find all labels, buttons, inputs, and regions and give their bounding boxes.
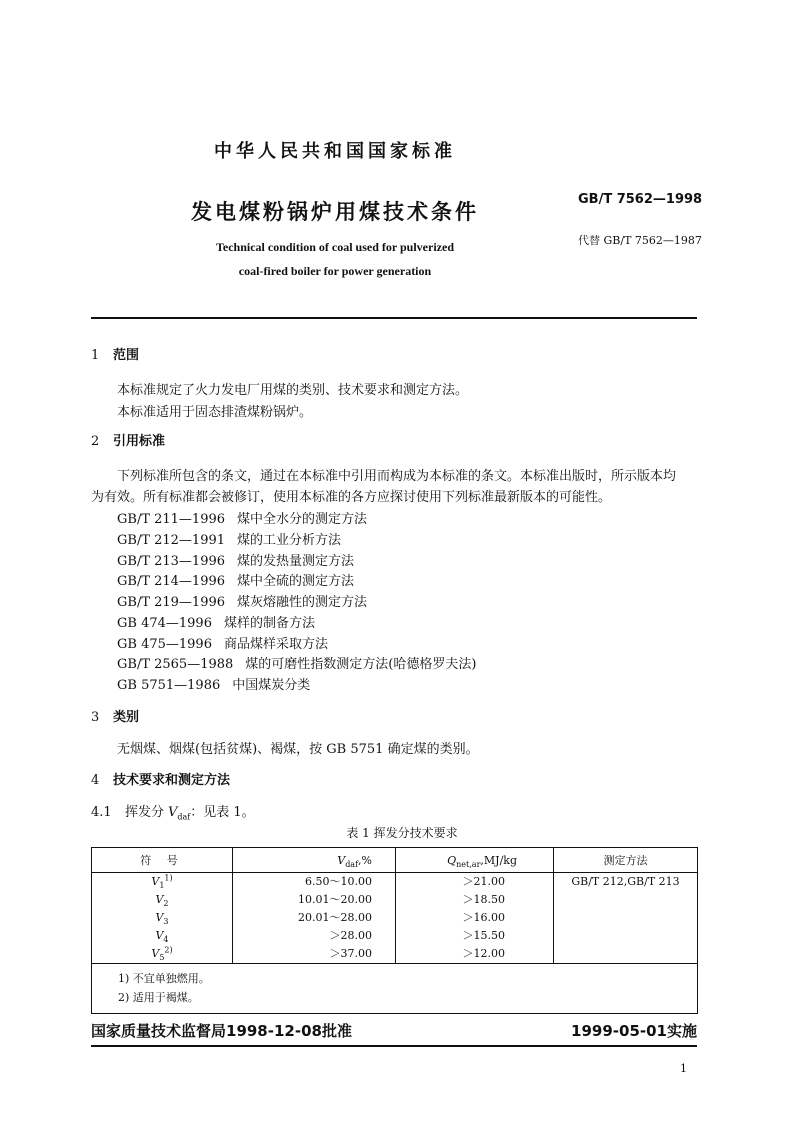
table-header-row — [92, 848, 698, 873]
symbol-variable: V — [151, 875, 160, 888]
reference-title: 煤的发热量测定方法 — [237, 553, 355, 569]
national-standard-heading: 中华人民共和国国家标准 — [214, 141, 456, 162]
reference-item — [117, 614, 476, 635]
cell-symbol — [92, 891, 233, 909]
header-qnet-variable: Q — [447, 853, 457, 867]
reference-code: GB/T 213—1996 — [117, 553, 226, 569]
section-2-intro-line-2: 为有效。所有标准都会被修订，使用本标准的各方应探讨使用下列标准最新版本的可能性。 — [91, 490, 612, 505]
cell-vdaf: 10.01～20.00 — [233, 891, 396, 909]
reference-code: GB/T 219—1996 — [117, 595, 226, 610]
section-4-heading — [91, 773, 230, 789]
table-1-caption: 表 1 挥发分技术要求 — [346, 826, 458, 840]
section-2-intro-line-1: 下列标准所包含的条文，通过在本标准中引用而构成为本标准的条文。本标准出版时，所示版本均 — [117, 469, 677, 484]
page-number: 1 — [680, 1062, 687, 1075]
section-2-number: 2 — [91, 434, 100, 449]
header-qnet — [396, 848, 554, 873]
clause-4-1-text: ：见表 1。 — [190, 805, 255, 820]
symbol-subscript: 5 — [159, 953, 165, 963]
cell-qnet: ＞15.50 — [396, 927, 554, 945]
cell-qnet: ＞16.00 — [396, 909, 554, 927]
cell-qnet: ＞12.00 — [396, 945, 554, 964]
header-symbol: 符 号 — [92, 848, 233, 873]
header-vdaf-subscript: daf — [345, 859, 359, 869]
table-footnote-2: 2) 适用于褐煤。 — [118, 991, 199, 1004]
section-1-paragraph-2: 本标准适用于固态排渣煤粉锅炉。 — [117, 405, 313, 420]
table-footnotes-row — [92, 964, 698, 1014]
section-1-number: 1 — [91, 348, 100, 363]
section-1-heading — [91, 348, 139, 364]
table-1 — [91, 847, 698, 1014]
clause-4-1-number: 4.1 — [91, 805, 112, 820]
reference-item — [117, 635, 476, 656]
reference-code: GB 475—1996 — [117, 636, 212, 652]
implementation-date: 1999-05-01实施 — [571, 1022, 697, 1040]
standard-title-cn: 发电煤粉锅炉用煤技术条件 — [191, 200, 479, 224]
symbol-variable: V — [155, 929, 164, 942]
footnote-marker: 1) — [164, 873, 173, 883]
section-3-title: 类别 — [113, 710, 140, 725]
symbol-variable: V — [151, 947, 160, 960]
cell-symbol — [92, 873, 233, 892]
cell-method: GB/T 212,GB/T 213 — [554, 873, 698, 964]
reference-title: 煤样的制备方法 — [223, 615, 315, 631]
section-3-paragraph: 无烟煤、烟煤(包括贫煤)、褐煤，按 GB 5751 确定煤的类别。 — [117, 742, 479, 757]
header-vdaf — [233, 848, 396, 873]
reference-code: GB/T 214—1996 — [117, 574, 226, 590]
standard-title-en-line-1: Technical condition of coal used for pulverized — [215, 240, 454, 254]
section-2-heading — [91, 434, 165, 450]
section-1-title: 范围 — [113, 348, 140, 363]
clause-4-1 — [91, 805, 255, 821]
symbol-subscript: 3 — [163, 917, 169, 927]
reference-item — [117, 552, 476, 573]
reference-code: GB/T 212—1991 — [117, 532, 226, 548]
approval-statement: 国家质量技术监督局1998-12-08批准 — [91, 1022, 352, 1040]
section-2-title: 引用标准 — [113, 434, 166, 449]
cell-qnet: ＞18.50 — [396, 891, 554, 909]
section-1-paragraph-1: 本标准规定了火力发电厂用煤的类别、技术要求和测定方法。 — [117, 383, 469, 398]
reference-title: 煤的可磨性指数测定方法(哈德格罗夫法) — [245, 657, 477, 673]
symbol-variable: V — [155, 911, 164, 924]
header-method: 测定方法 — [554, 848, 698, 873]
cell-symbol — [92, 927, 233, 945]
table-footnotes — [92, 964, 698, 1014]
cell-vdaf: ＞28.00 — [233, 927, 396, 945]
symbol-subscript: 1 — [159, 881, 165, 891]
symbol-variable: V — [155, 893, 164, 906]
cell-vdaf: 6.50～10.00 — [233, 873, 396, 892]
standard-code: GB/T 7562—1998 — [578, 192, 703, 207]
reference-item — [117, 510, 476, 531]
reference-title: 中国煤炭分类 — [232, 678, 311, 693]
clause-4-1-subscript: daf — [177, 812, 191, 822]
header-qnet-subscript: net,ar — [456, 859, 481, 869]
cell-symbol — [92, 909, 233, 927]
cell-vdaf: 20.01～28.00 — [233, 909, 396, 927]
header-divider — [91, 317, 697, 319]
reference-code: GB/T 211—1996 — [117, 512, 226, 527]
section-3-heading — [91, 710, 139, 726]
symbol-subscript: 2 — [163, 899, 169, 909]
replaces-note: 代替 GB/T 7562—1987 — [578, 234, 702, 247]
header-vdaf-unit: ,% — [358, 853, 372, 867]
cell-qnet: ＞21.00 — [396, 873, 554, 892]
table-footnote-1: 1) 不宜单独燃用。 — [118, 972, 210, 985]
header-qnet-unit: ,MJ/kg — [480, 853, 517, 867]
reference-item — [117, 531, 476, 552]
table-row — [92, 873, 698, 892]
cell-vdaf: ＞37.00 — [233, 945, 396, 964]
reference-title: 煤灰熔融性的测定方法 — [237, 595, 368, 610]
header-vdaf-variable: V — [337, 853, 346, 867]
reference-code: GB 5751—1986 — [117, 678, 221, 693]
reference-title: 煤中全硫的测定方法 — [237, 574, 355, 590]
reference-item — [117, 655, 476, 676]
reference-title: 煤的工业分析方法 — [237, 532, 342, 548]
section-4-title: 技术要求和测定方法 — [113, 773, 231, 788]
standard-title-en-line-2: coal-fired boiler for power generation — [238, 264, 432, 278]
section-3-number: 3 — [91, 710, 100, 725]
symbol-subscript: 4 — [163, 935, 169, 945]
section-4-number: 4 — [91, 773, 100, 788]
reference-item — [117, 572, 476, 593]
reference-code: GB/T 2565—1988 — [117, 657, 234, 673]
footnote-marker: 2) — [164, 945, 173, 955]
reference-title: 商品煤样采取方法 — [223, 636, 328, 652]
normative-references-list — [117, 510, 476, 697]
cell-symbol — [92, 945, 233, 964]
clause-4-1-label: 挥发分 — [125, 805, 165, 820]
clause-4-1-variable: V — [168, 805, 178, 820]
reference-item — [117, 593, 476, 614]
footer-divider — [91, 1045, 697, 1047]
reference-code: GB 474—1996 — [117, 615, 212, 631]
reference-item — [117, 676, 476, 697]
reference-title: 煤中全水分的测定方法 — [237, 512, 368, 527]
